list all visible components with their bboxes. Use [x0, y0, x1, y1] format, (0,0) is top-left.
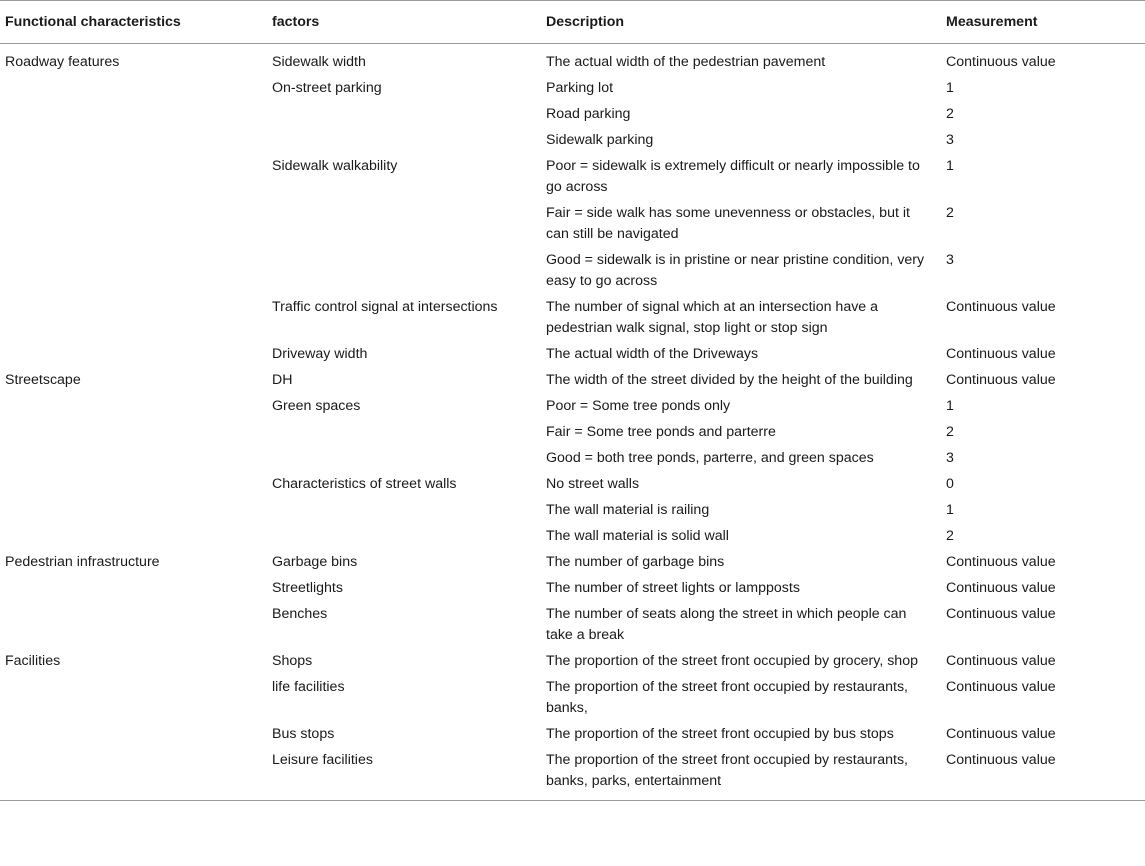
cell-description: Poor = sidewalk is extremely difficult or nearly impossible to go across [546, 158, 920, 195]
cell-category [0, 201, 272, 248]
cell-category [0, 342, 272, 368]
cell-measurement: Continuous value [946, 653, 1056, 669]
cell-description: The actual width of the pedestrian pavement [546, 54, 826, 70]
cell-measurement: 1 [946, 398, 954, 414]
cell-factor [272, 420, 546, 446]
cell-factor: life facilities [272, 679, 345, 695]
cell-category [0, 102, 272, 128]
cell-factor: Sidewalk walkability [272, 158, 398, 174]
cell-measurement: Continuous value [946, 679, 1056, 695]
cell-factor: Characteristics of street walls [272, 476, 457, 492]
cell-measurement: 2 [946, 106, 954, 122]
cell-category [0, 524, 272, 550]
cell-factor: Green spaces [272, 398, 361, 414]
cell-description: The width of the street divided by the height of the building [546, 372, 913, 388]
table-row [0, 602, 1145, 649]
cell-description: The proportion of the street front occupied by bus stops [546, 726, 894, 742]
cell-description: The proportion of the street front occupied by restaurants, banks, [546, 679, 908, 716]
cell-measurement: Continuous value [946, 299, 1056, 315]
cell-factor [272, 102, 546, 128]
table-row [0, 550, 1145, 576]
cell-measurement: Continuous value [946, 346, 1056, 362]
cell-category [0, 420, 272, 446]
cell-description: Parking lot [546, 80, 614, 96]
cell-category [0, 76, 272, 102]
cell-measurement: 2 [946, 205, 954, 221]
cell-factor [272, 248, 546, 295]
cell-factor: Traffic control signal at intersections [272, 299, 498, 315]
table-row [0, 576, 1145, 602]
cell-measurement: 1 [946, 80, 954, 96]
cell-category: Pedestrian infrastructure [5, 554, 160, 570]
cell-description: The proportion of the street front occupied by grocery, shop [546, 653, 918, 669]
cell-category: Roadway features [5, 54, 120, 70]
cell-description: Fair = Some tree ponds and parterre [546, 424, 776, 440]
cell-measurement: Continuous value [946, 54, 1056, 70]
table-row [0, 368, 1145, 394]
header-factors: factors [272, 1, 546, 44]
cell-description: Sidewalk parking [546, 132, 654, 148]
table-row [0, 342, 1145, 368]
table-row [0, 128, 1145, 154]
table-row [0, 748, 1145, 801]
cell-measurement: 0 [946, 476, 954, 492]
cell-description: Poor = Some tree ponds only [546, 398, 731, 414]
cell-category [0, 248, 272, 295]
cell-description: Fair = side walk has some unevenness or obstacles, but it can still be navigated [546, 205, 910, 242]
header-measurement: Measurement [946, 1, 1145, 44]
table-row [0, 394, 1145, 420]
cell-description: The wall material is solid wall [546, 528, 729, 544]
cell-description: The actual width of the Driveways [546, 346, 759, 362]
cell-category: Facilities [5, 653, 61, 669]
table-row [0, 420, 1145, 446]
table-row [0, 44, 1145, 77]
cell-factor [272, 524, 546, 550]
cell-measurement: Continuous value [946, 580, 1056, 596]
cell-category [0, 498, 272, 524]
cell-category [0, 748, 272, 801]
cell-description: No street walls [546, 476, 640, 492]
cell-measurement: Continuous value [946, 606, 1056, 622]
cell-category [0, 295, 272, 342]
cell-factor [272, 446, 546, 472]
table-row [0, 498, 1145, 524]
cell-measurement: Continuous value [946, 726, 1056, 742]
cell-description: Good = both tree ponds, parterre, and green spaces [546, 450, 874, 466]
header-row [0, 1, 1145, 44]
cell-factor: Sidewalk width [272, 54, 366, 70]
table-row [0, 446, 1145, 472]
table-row [0, 295, 1145, 342]
cell-category: Streetscape [5, 372, 81, 388]
cell-description: The number of street lights or lampposts [546, 580, 800, 596]
table-row [0, 248, 1145, 295]
cell-measurement: 1 [946, 158, 954, 174]
cell-factor: Benches [272, 606, 328, 622]
cell-measurement: 1 [946, 502, 954, 518]
cell-category [0, 675, 272, 722]
cell-measurement: 2 [946, 528, 954, 544]
cell-factor [272, 128, 546, 154]
cell-factor [272, 201, 546, 248]
cell-factor [272, 498, 546, 524]
cell-description: The number of garbage bins [546, 554, 725, 570]
cell-measurement: Continuous value [946, 372, 1056, 388]
cell-category [0, 472, 272, 498]
table-row [0, 472, 1145, 498]
cell-measurement: 3 [946, 252, 954, 268]
cell-factor: Shops [272, 653, 313, 669]
cell-measurement: 3 [946, 450, 954, 466]
table-body [0, 44, 1145, 801]
table-header [0, 1, 1145, 44]
cell-description: The proportion of the street front occupied by restaurants, banks, parks, entertainment [546, 748, 946, 801]
cell-description: Good = sidewalk is in pristine or near pristine condition, very easy to go across [546, 252, 925, 289]
cell-measurement: Continuous value [946, 554, 1056, 570]
cell-measurement: 3 [946, 132, 954, 148]
cell-category [0, 394, 272, 420]
cell-description: The number of signal which at an intersection have a pedestrian walk signal, stop light or stop sign [546, 299, 879, 336]
cell-factor: Streetlights [272, 580, 343, 596]
table-row [0, 76, 1145, 102]
table-row [0, 201, 1145, 248]
table-row [0, 649, 1145, 675]
cell-factor: Leisure facilities [272, 748, 546, 801]
cell-factor: On-street parking [272, 80, 382, 96]
cell-factor: Bus stops [272, 726, 335, 742]
table-row [0, 722, 1145, 748]
header-description: Description [546, 1, 946, 44]
table-row [0, 524, 1145, 550]
table-row [0, 102, 1145, 128]
table-row [0, 154, 1145, 201]
cell-category [0, 128, 272, 154]
cell-factor: Garbage bins [272, 554, 358, 570]
cell-factor: DH [272, 372, 293, 388]
header-functional-characteristics: Functional characteristics [0, 1, 272, 44]
cell-measurement: Continuous value [946, 748, 1145, 801]
cell-category [0, 602, 272, 649]
table-row [0, 675, 1145, 722]
cell-factor: Driveway width [272, 346, 368, 362]
cell-category [0, 154, 272, 201]
cell-category [0, 576, 272, 602]
cell-description: Road parking [546, 106, 631, 122]
cell-measurement: 2 [946, 424, 954, 440]
cell-description: The number of seats along the street in which people can take a break [546, 606, 907, 643]
cell-category [0, 446, 272, 472]
cell-category [0, 722, 272, 748]
cell-description: The wall material is railing [546, 502, 710, 518]
